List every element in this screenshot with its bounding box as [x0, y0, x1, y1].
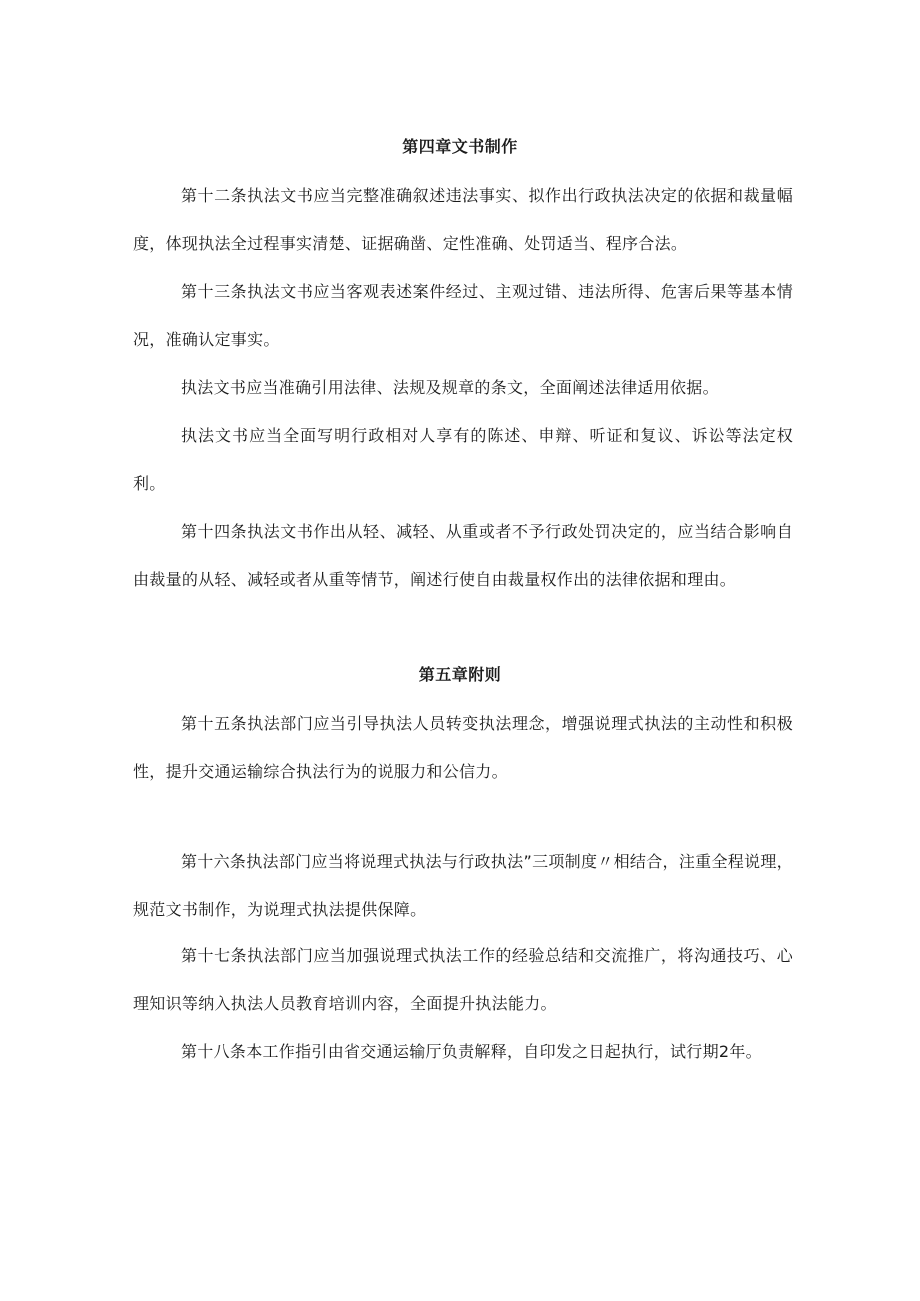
article-18-paragraph: 第十八条本工作指引由省交通运输厅负责解释，自印发之日起执行，试行期2年。	[181, 1042, 762, 1061]
rights-paragraph: 执法文书应当全面写明行政相对人享有的陈述、申辩、听证和复议、诉讼等法定权利。	[133, 426, 793, 493]
article-15-paragraph: 第十五条执法部门应当引导执法人员转变执法理念，增强说理式执法的主动性和积极性，提升交通运输综合执法行为的说服力和公信力。	[133, 714, 793, 781]
article-14-paragraph: 第十四条执法文书作出从轻、减轻、从重或者不予行政处罚决定的，应当结合影响自由裁量的从轻、减轻或者从重等情节，阐述行使自由裁量权作出的法律依据和理由。	[133, 522, 793, 589]
article-17-paragraph: 第十七条执法部门应当加强说理式执法工作的经验总结和交流推广，将沟通技巧、心理知识等纳入执法人员教育培训内容，全面提升执法能力。	[133, 946, 793, 1013]
article-16-paragraph: 第十六条执法部门应当将说理式执法与行政执法”三项制度〃相结合，注重全程说理，规范文书制作，为说理式执法提供保障。	[133, 852, 793, 919]
chapter-4-title: 第四章文书制作	[402, 137, 518, 156]
chapter-5-title: 第五章附则	[418, 665, 502, 684]
article-13-paragraph: 第十三条执法文书应当客观表述案件经过、主观过错、违法所得、危害后果等基本情况，准确认定事实。	[133, 282, 793, 349]
citation-paragraph: 执法文书应当准确引用法律、法规及规章的条文，全面阐述法律适用依据。	[181, 378, 719, 397]
article-12-paragraph: 第十二条执法文书应当完整准确叙述违法事实、拟作出行政执法决定的依据和裁量幅度，体现执法全过程事实清楚、证据确凿、定性准确、处罚适当、程序合法。	[133, 186, 793, 253]
